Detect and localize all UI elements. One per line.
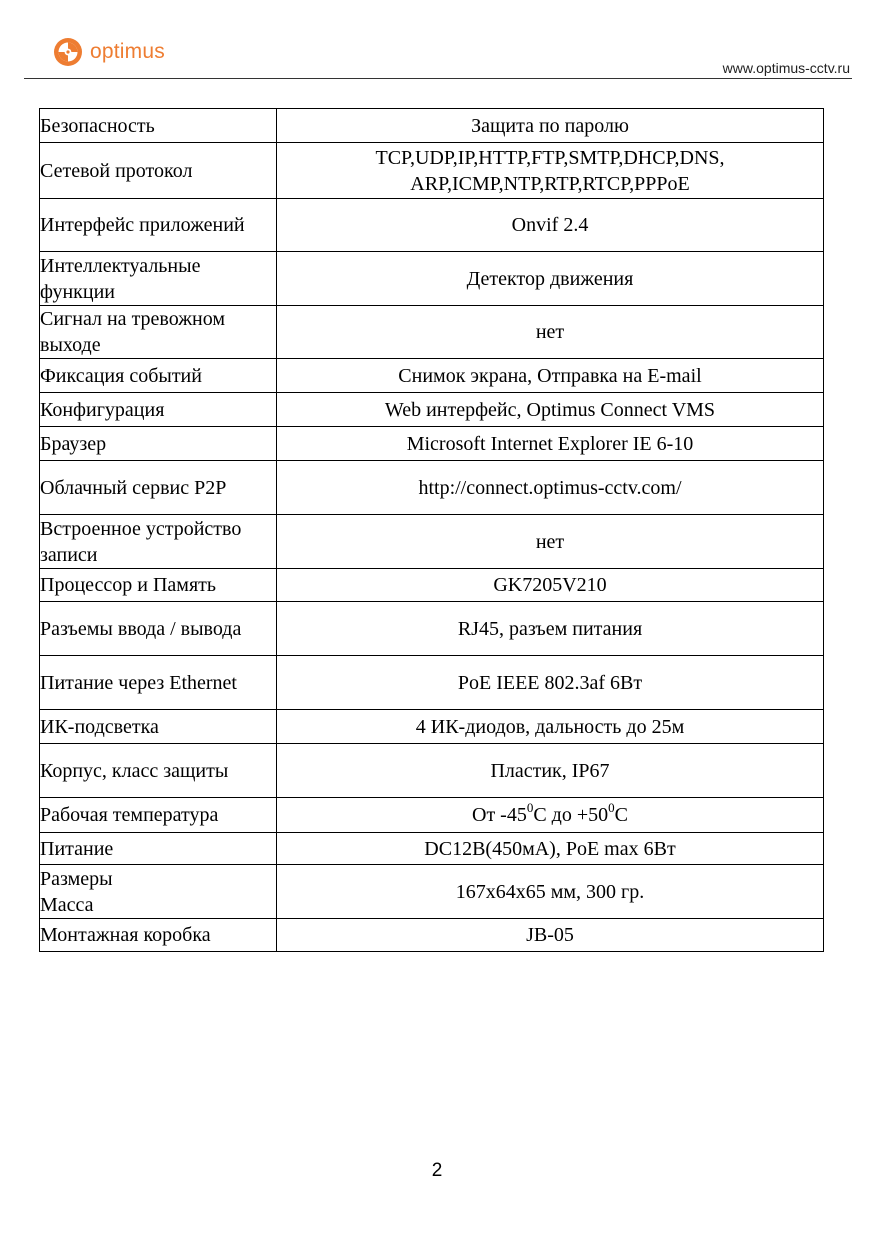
spec-name-line: Масса [40, 893, 94, 916]
spec-name: Интерфейс приложений [40, 199, 277, 252]
spec-value: Web интерфейс, Optimus Connect VMS [277, 393, 824, 427]
spec-value: RJ45, разъем питания [277, 602, 824, 656]
spec-row [40, 252, 824, 306]
spec-name: Сигнал на тревожном выходе [40, 306, 277, 359]
spec-row [40, 656, 824, 710]
spec-row [40, 569, 824, 602]
spec-value: Microsoft Internet Explorer IE 6-10 [277, 427, 824, 461]
spec-name-line: Размеры [40, 867, 113, 890]
spec-name: Облачный сервис P2P [40, 461, 277, 515]
degree-sup: 0 [526, 800, 534, 816]
spec-value: Пластик, IP67 [277, 744, 824, 798]
spec-name: Корпус, класс защиты [40, 744, 277, 798]
spec-row [40, 833, 824, 865]
spec-value [277, 798, 824, 833]
spec-row [40, 919, 824, 952]
spec-row [40, 199, 824, 252]
spec-value: нет [277, 515, 824, 569]
spec-row [40, 865, 824, 919]
temp-unit: С [614, 804, 628, 826]
spec-row [40, 109, 824, 143]
spec-value: Снимок экрана, Отправка на E-mail [277, 359, 824, 393]
spec-row [40, 359, 824, 393]
logo-text: optimus [90, 40, 165, 63]
temp-to: С до +50 [533, 804, 609, 826]
spec-row [40, 515, 824, 569]
spec-name: ИК-подсветка [40, 710, 277, 744]
spec-name: Встроенное устройство записи [40, 515, 277, 569]
spec-row [40, 461, 824, 515]
spec-value: Защита по паролю [277, 109, 824, 143]
degree-sup: 0 [608, 800, 615, 816]
spec-value: 4 ИК-диодов, дальность до 25м [277, 710, 824, 744]
spec-row [40, 798, 824, 833]
spec-value-line: ARP,ICMP,NTP,RTP,RTCP,PPPoE [410, 172, 690, 195]
spec-name: Процессор и Память [40, 569, 277, 602]
spec-value: http://connect.optimus-cctv.com/ [277, 461, 824, 515]
spec-name: Питание через Ethernet [40, 656, 277, 710]
spec-row [40, 427, 824, 461]
spec-name: Сетевой протокол [40, 143, 277, 199]
spec-name: Монтажная коробка [40, 919, 277, 952]
spec-row [40, 306, 824, 359]
page-header [0, 0, 874, 90]
spec-value: PoE IEEE 802.3af 6Вт [277, 656, 824, 710]
spec-name: Браузер [40, 427, 277, 461]
spec-name: Интеллектуальные функции [40, 252, 277, 306]
optimus-logo-icon [52, 36, 84, 68]
spec-value: JB-05 [277, 919, 824, 952]
specifications-table [39, 108, 824, 952]
spec-value: Детектор движения [277, 252, 824, 306]
page-number: 2 [431, 1160, 443, 1181]
spec-name: Питание [40, 833, 277, 865]
spec-name: Разъемы ввода / вывода [40, 602, 277, 656]
site-url: www.optimus-cctv.ru [722, 60, 850, 76]
header-divider [24, 78, 852, 79]
spec-value: DC12В(450мА), PoE max 6Вт [277, 833, 824, 865]
spec-row [40, 744, 824, 798]
spec-value: Onvif 2.4 [277, 199, 824, 252]
temp-from: От -45 [472, 804, 527, 826]
spec-name [40, 865, 277, 919]
spec-value: GK7205V210 [277, 569, 824, 602]
spec-value-line: TCP,UDP,IP,HTTP,FTP,SMTP,DHCP,DNS, [375, 146, 725, 169]
spec-value [277, 143, 824, 199]
spec-row [40, 393, 824, 427]
spec-row [40, 710, 824, 744]
spec-name: Конфигурация [40, 393, 277, 427]
spec-name: Фиксация событий [40, 359, 277, 393]
spec-name: Рабочая температура [40, 798, 277, 833]
spec-value: нет [277, 306, 824, 359]
spec-name: Безопасность [40, 109, 277, 143]
brand-logo [52, 36, 165, 68]
spec-row [40, 602, 824, 656]
spec-value: 167x64x65 мм, 300 гр. [277, 865, 824, 919]
spec-row [40, 143, 824, 199]
